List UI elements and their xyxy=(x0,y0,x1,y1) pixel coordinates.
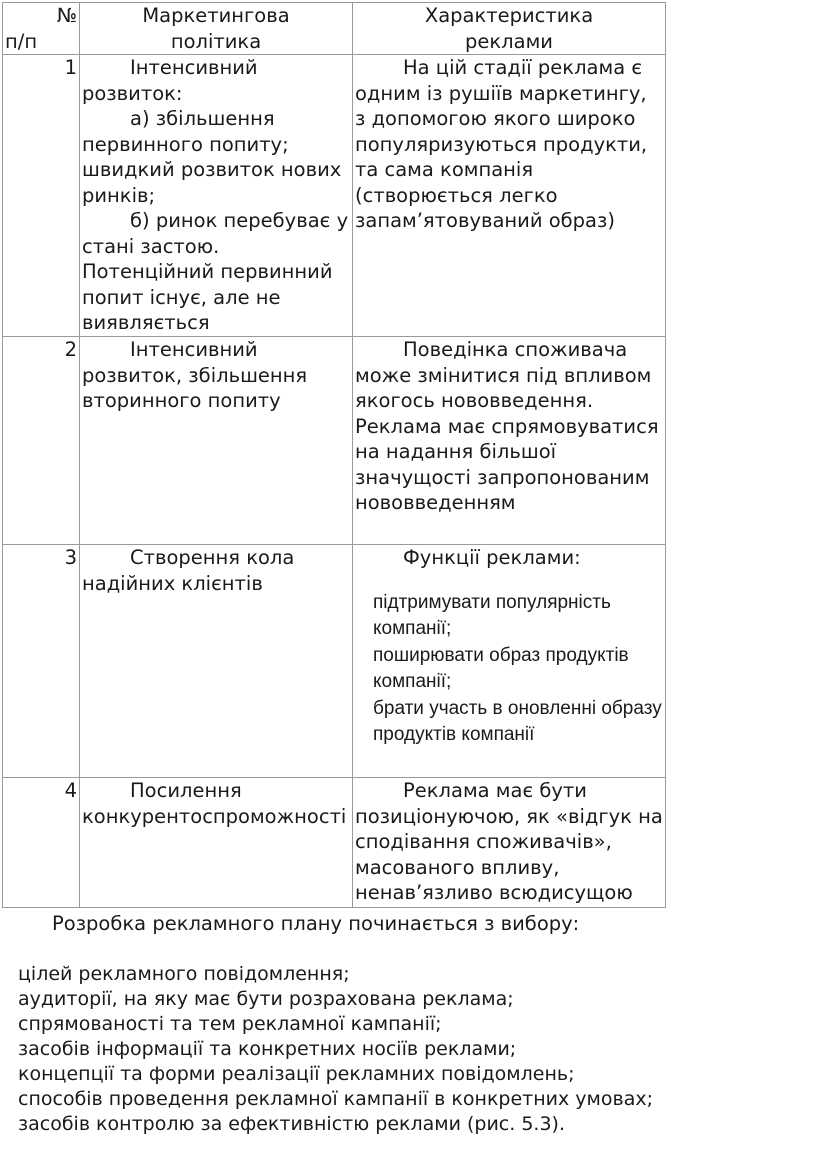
header-number-line2: п/п xyxy=(5,29,38,53)
row-characteristic xyxy=(353,55,666,337)
list-item: поширювати образ продуктів компанії; xyxy=(373,644,629,692)
list-item: аудиторії, на яку має бути розрахована реклама; xyxy=(18,988,514,1010)
table-row xyxy=(3,337,666,545)
header-policy xyxy=(80,3,353,55)
row-number: 3 xyxy=(3,545,80,778)
header-policy-line1: Маркетингова xyxy=(142,4,290,27)
row-policy xyxy=(80,778,353,908)
plan-choices-list xyxy=(18,962,653,1137)
header-policy-line2: політика xyxy=(170,29,262,53)
row-number: 2 xyxy=(3,337,80,545)
marketing-policy-table xyxy=(2,2,666,908)
policy-paragraph: Інтенсивний розвиток: xyxy=(82,56,258,105)
characteristic-text: На цій стадії реклама є одним із рушіїв маркетингу, з допомогою якого широко популяризуються продукти, та сама компанія (створюється легко запам’ятовуваний образ) xyxy=(355,56,648,232)
table-row xyxy=(3,55,666,337)
row-policy xyxy=(80,55,353,337)
header-number xyxy=(3,3,80,55)
row-number: 4 xyxy=(3,778,80,908)
header-characteristic xyxy=(353,3,666,55)
characteristic-text: Функції реклами: xyxy=(403,546,581,569)
row-number: 1 xyxy=(3,55,80,337)
table-header-row xyxy=(3,3,666,55)
list-item: брати участь в оновленні образу продуктів компанії xyxy=(373,697,662,745)
characteristic-text: Поведінка споживача може змінитися під впливом якогось нововведення. Реклама має спрямовуватися на надання більшої значущості запропонованим нововведенням xyxy=(355,338,659,514)
header-number-line1: № xyxy=(56,4,77,27)
policy-paragraph: Інтенсивний розвиток, збільшення вторинного попиту xyxy=(82,338,308,412)
list-item: цілей рекламного повідомлення; xyxy=(18,963,350,985)
list-item: засобів інформації та конкретних носіїв реклами; xyxy=(18,1038,517,1060)
row-characteristic xyxy=(353,778,666,908)
header-characteristic-line2: реклами xyxy=(465,29,553,53)
list-item: способів проведення рекламної кампанії в конкретних умовах; xyxy=(18,1088,653,1110)
list-item: засобів контролю за ефективністю реклами (рис. 5.3). xyxy=(18,1113,566,1135)
row-policy xyxy=(80,337,353,545)
policy-paragraph: Створення кола надійних клієнтів xyxy=(82,546,295,595)
list-item: підтримувати популярність компанії; xyxy=(373,591,611,639)
table-row xyxy=(3,545,666,778)
policy-paragraph: Посилення конкурентоспроможності xyxy=(82,779,347,828)
policy-paragraph: а) збільшення первинного попиту; швидкий розвиток нових ринків; xyxy=(82,107,342,207)
ad-functions-list xyxy=(355,590,663,749)
list-item: спрямованості та тем рекламної кампанії; xyxy=(18,1013,442,1035)
policy-paragraph: б) ринок перебуває у стані застою. Потенційний первинний попит існує, але не виявляється xyxy=(82,209,349,334)
list-item: концепції та форми реалізації рекламних повідомлень; xyxy=(18,1063,575,1085)
row-characteristic xyxy=(353,337,666,545)
characteristic-text: Реклама має бути позиціонуючою, як «відгук на сподівання споживачів», масованого впливу, ненав’язливо всюдисущою xyxy=(355,779,663,904)
plan-intro-paragraph: Розробка рекламного плану починається з вибору: xyxy=(52,912,580,935)
table-row xyxy=(3,778,666,908)
row-characteristic xyxy=(353,545,666,778)
row-policy xyxy=(80,545,353,778)
header-characteristic-line1: Характеристика xyxy=(424,4,594,27)
